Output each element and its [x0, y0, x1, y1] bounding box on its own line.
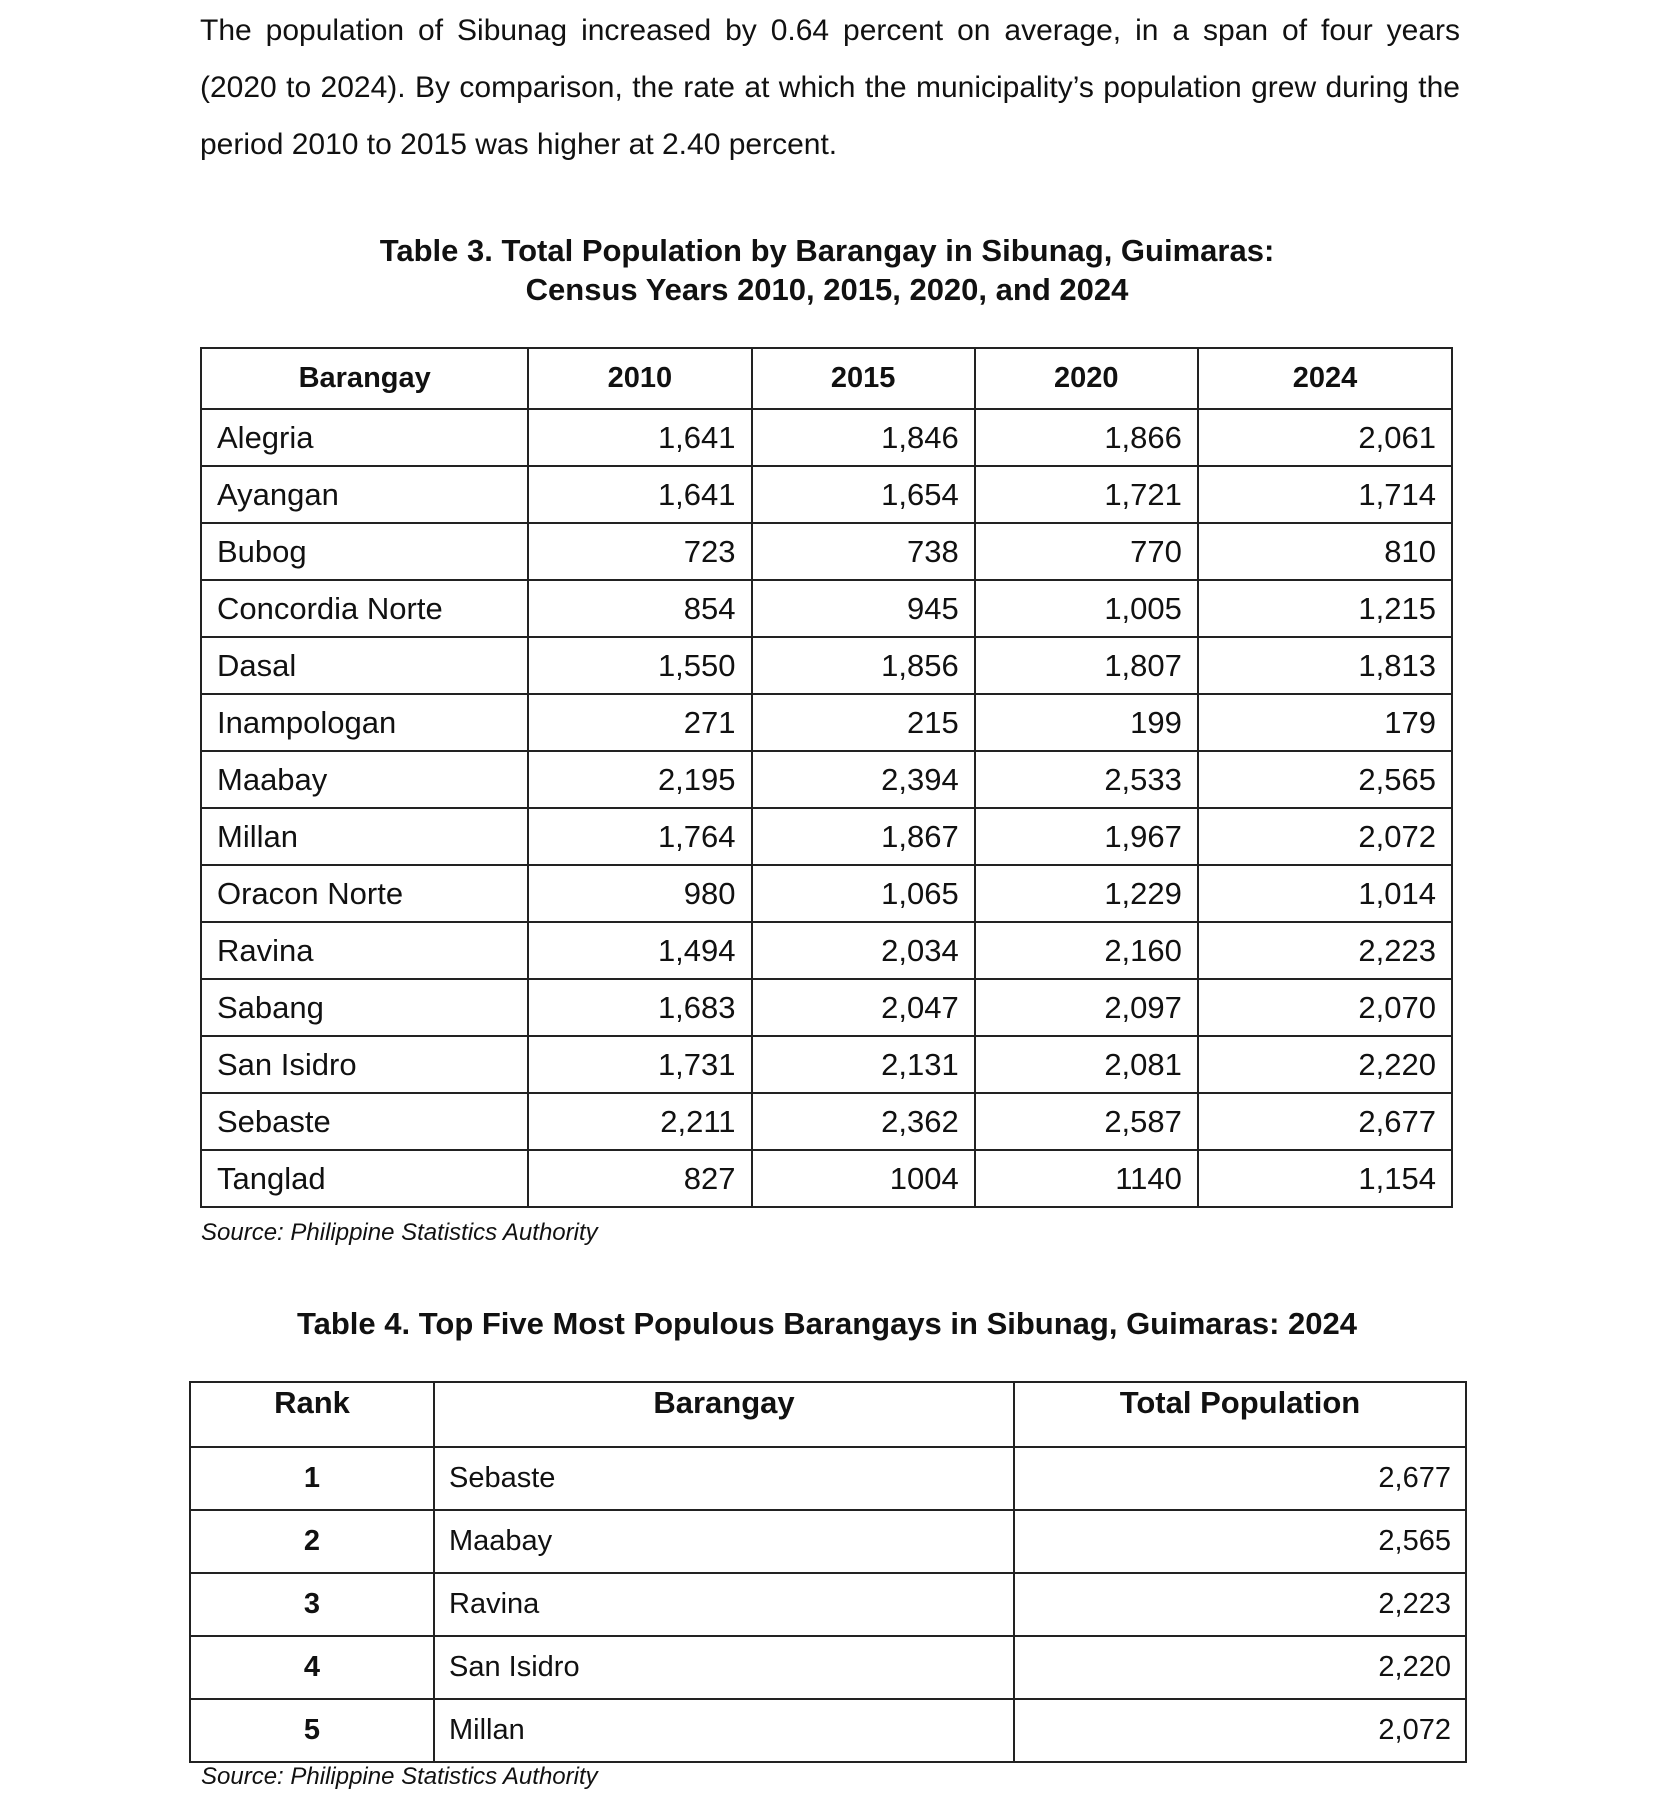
population-2015-cell: 738	[752, 523, 975, 580]
population-2024-cell: 1,813	[1198, 637, 1452, 694]
table-row	[201, 922, 1452, 979]
top-five-barangays-table	[189, 1381, 1467, 1763]
table-row	[190, 1447, 1466, 1510]
population-2024-cell: 2,223	[1198, 922, 1452, 979]
table-row	[201, 1093, 1452, 1150]
population-2010-cell: 980	[528, 865, 751, 922]
population-2010-cell: 1,641	[528, 409, 751, 466]
barangay-cell: Ravina	[201, 922, 528, 979]
population-2010-cell: 271	[528, 694, 751, 751]
population-2020-cell: 2,097	[975, 979, 1198, 1036]
population-2020-cell: 2,160	[975, 922, 1198, 979]
population-2024-cell: 2,677	[1198, 1093, 1452, 1150]
population-2024-cell: 1,154	[1198, 1150, 1452, 1207]
population-2015-cell: 1004	[752, 1150, 975, 1207]
barangay-cell: Oracon Norte	[201, 865, 528, 922]
column-header-2020: 2020	[975, 348, 1198, 409]
barangay-cell: Dasal	[201, 637, 528, 694]
population-2024-cell: 1,714	[1198, 466, 1452, 523]
barangay-cell: Sabang	[201, 979, 528, 1036]
barangay-cell: Inampologan	[201, 694, 528, 751]
rank-cell: 4	[190, 1636, 434, 1699]
table-row	[201, 523, 1452, 580]
table-row	[201, 466, 1452, 523]
population-2020-cell: 1,807	[975, 637, 1198, 694]
population-2020-cell: 199	[975, 694, 1198, 751]
barangay-cell: Ravina	[434, 1573, 1014, 1636]
table3-caption-line2: Census Years 2010, 2015, 2020, and 2024	[525, 272, 1129, 307]
population-2015-cell: 2,394	[752, 751, 975, 808]
barangay-cell: Millan	[201, 808, 528, 865]
table-row	[201, 865, 1452, 922]
population-2024-cell: 1,014	[1198, 865, 1452, 922]
population-2010-cell: 1,764	[528, 808, 751, 865]
population-2024-cell: 2,061	[1198, 409, 1452, 466]
table-header-row	[190, 1382, 1466, 1447]
table-row	[201, 751, 1452, 808]
barangay-cell: Maabay	[201, 751, 528, 808]
population-2024-cell: 2,220	[1198, 1036, 1452, 1093]
population-2015-cell: 2,047	[752, 979, 975, 1036]
population-2020-cell: 1140	[975, 1150, 1198, 1207]
population-2015-cell: 2,362	[752, 1093, 975, 1150]
population-2015-cell: 215	[752, 694, 975, 751]
table-row	[190, 1573, 1466, 1636]
rank-cell: 2	[190, 1510, 434, 1573]
table-row	[201, 808, 1452, 865]
population-2024-cell: 2,070	[1198, 979, 1452, 1036]
population-2010-cell: 1,683	[528, 979, 751, 1036]
population-2024-cell: 810	[1198, 523, 1452, 580]
barangay-cell: Sebaste	[201, 1093, 528, 1150]
total-population-cell: 2,072	[1014, 1699, 1466, 1762]
population-2015-cell: 2,131	[752, 1036, 975, 1093]
population-2010-cell: 1,494	[528, 922, 751, 979]
population-by-barangay-table	[200, 347, 1453, 1208]
barangay-cell: Concordia Norte	[201, 580, 528, 637]
barangay-cell: Ayangan	[201, 466, 528, 523]
population-2020-cell: 770	[975, 523, 1198, 580]
barangay-cell: Millan	[434, 1699, 1014, 1762]
population-2015-cell: 1,856	[752, 637, 975, 694]
intro-paragraph: The population of Sibunag increased by 0.64 percent on average, in a span of four years (2020 to 2024). By comparison, the rate at which the municipality’s population grew during the period 2010 to 2015 was higher at 2.40 percent.	[200, 14, 1460, 161]
column-header-rank: Rank	[190, 1382, 434, 1447]
population-2020-cell: 2,587	[975, 1093, 1198, 1150]
population-2024-cell: 2,072	[1198, 808, 1452, 865]
population-2010-cell: 1,731	[528, 1036, 751, 1093]
table3-caption	[0, 231, 1654, 309]
column-header-2010: 2010	[528, 348, 751, 409]
population-2024-cell: 1,215	[1198, 580, 1452, 637]
table-row	[201, 637, 1452, 694]
table-row	[190, 1510, 1466, 1573]
rank-cell: 1	[190, 1447, 434, 1510]
barangay-cell: San Isidro	[201, 1036, 528, 1093]
column-header-2024: 2024	[1198, 348, 1452, 409]
population-2020-cell: 1,721	[975, 466, 1198, 523]
total-population-cell: 2,220	[1014, 1636, 1466, 1699]
population-2020-cell: 2,081	[975, 1036, 1198, 1093]
population-2020-cell: 1,229	[975, 865, 1198, 922]
population-2010-cell: 1,641	[528, 466, 751, 523]
table4-caption: Table 4. Top Five Most Populous Barangays in Sibunag, Guimaras: 2024	[297, 1306, 1357, 1341]
column-header-total-population: Total Population	[1014, 1382, 1466, 1447]
barangay-cell: Sebaste	[434, 1447, 1014, 1510]
barangay-cell: Alegria	[201, 409, 528, 466]
population-2010-cell: 2,211	[528, 1093, 751, 1150]
population-2010-cell: 827	[528, 1150, 751, 1207]
population-2010-cell: 1,550	[528, 637, 751, 694]
column-header-2015: 2015	[752, 348, 975, 409]
barangay-cell: Bubog	[201, 523, 528, 580]
table-row	[190, 1636, 1466, 1699]
table-row	[201, 409, 1452, 466]
table-header-row	[201, 348, 1452, 409]
total-population-cell: 2,565	[1014, 1510, 1466, 1573]
table-row	[201, 979, 1452, 1036]
barangay-cell: Maabay	[434, 1510, 1014, 1573]
rank-cell: 5	[190, 1699, 434, 1762]
population-2015-cell: 1,654	[752, 466, 975, 523]
table-row	[201, 1036, 1452, 1093]
table3-source-note: Source: Philippine Statistics Authority	[201, 1219, 598, 1246]
population-2020-cell: 1,005	[975, 580, 1198, 637]
total-population-cell: 2,223	[1014, 1573, 1466, 1636]
table-row	[201, 580, 1452, 637]
population-2015-cell: 2,034	[752, 922, 975, 979]
barangay-cell: San Isidro	[434, 1636, 1014, 1699]
population-2020-cell: 1,967	[975, 808, 1198, 865]
table3-caption-line1: Table 3. Total Population by Barangay in Sibunag, Guimaras:	[379, 233, 1275, 268]
total-population-cell: 2,677	[1014, 1447, 1466, 1510]
population-2010-cell: 854	[528, 580, 751, 637]
column-header-barangay: Barangay	[201, 348, 528, 409]
population-2015-cell: 1,846	[752, 409, 975, 466]
population-2024-cell: 2,565	[1198, 751, 1452, 808]
column-header-barangay: Barangay	[434, 1382, 1014, 1447]
population-2024-cell: 179	[1198, 694, 1452, 751]
population-2010-cell: 2,195	[528, 751, 751, 808]
table-row	[190, 1699, 1466, 1762]
population-2020-cell: 1,866	[975, 409, 1198, 466]
population-2015-cell: 1,065	[752, 865, 975, 922]
table4-source-note: Source: Philippine Statistics Authority	[201, 1763, 598, 1790]
population-2015-cell: 945	[752, 580, 975, 637]
table-row	[201, 694, 1452, 751]
population-2015-cell: 1,867	[752, 808, 975, 865]
rank-cell: 3	[190, 1573, 434, 1636]
table-row	[201, 1150, 1452, 1207]
population-2010-cell: 723	[528, 523, 751, 580]
population-2020-cell: 2,533	[975, 751, 1198, 808]
barangay-cell: Tanglad	[201, 1150, 528, 1207]
